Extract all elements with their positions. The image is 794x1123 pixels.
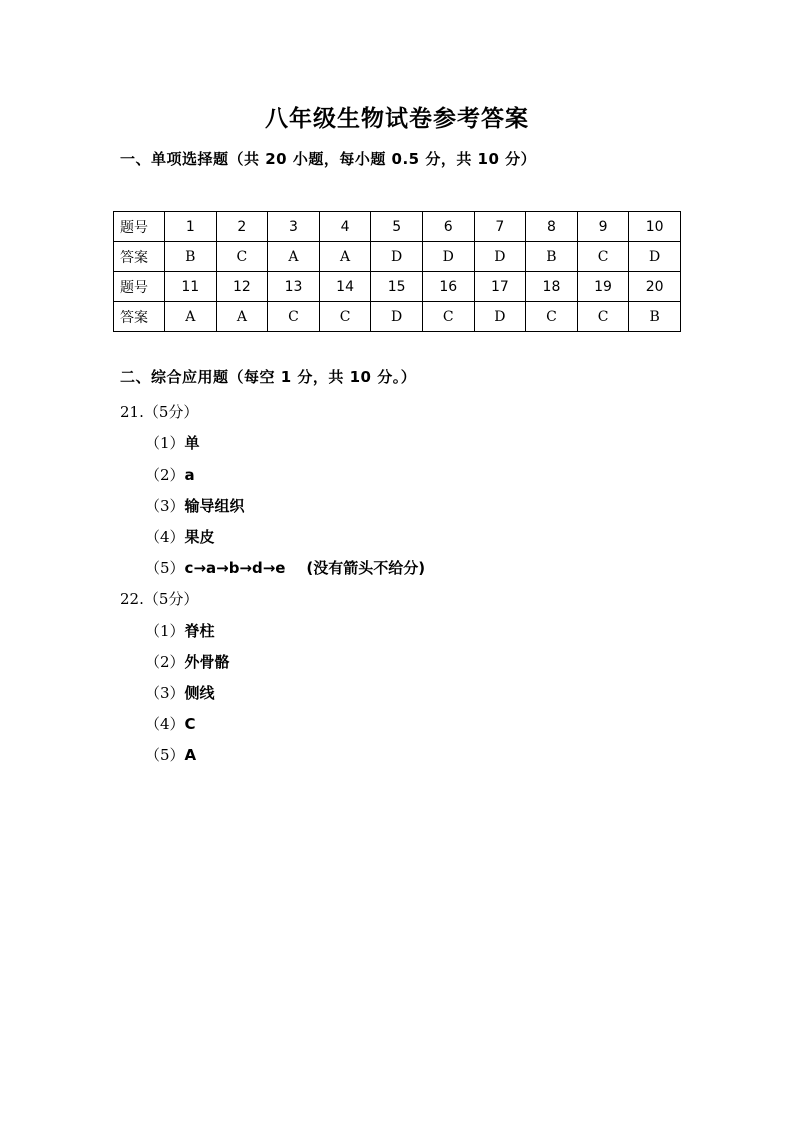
- section-2-heading: 二、综合应用题（每空 1 分，共 10 分。）: [120, 368, 417, 386]
- answer-line: [145, 682, 215, 703]
- answer-letter: D: [371, 242, 423, 272]
- answer-index: （3）: [145, 684, 185, 702]
- question-number: 8: [526, 212, 578, 242]
- answer-index: （1）: [145, 622, 185, 640]
- question-number: 2: [216, 212, 268, 242]
- question-number: 16: [422, 272, 474, 302]
- answer-line: [145, 464, 195, 485]
- answer-index: （3）: [145, 497, 185, 515]
- answer-letter: B: [629, 302, 681, 332]
- question-number: 11: [165, 272, 217, 302]
- answer-letter: A: [319, 242, 371, 272]
- answer-line: [145, 713, 196, 734]
- answer-letter: C: [216, 242, 268, 272]
- answer-letter: C: [577, 302, 629, 332]
- answer-letter: A: [165, 302, 217, 332]
- table-row: [114, 272, 681, 302]
- answer-letter: D: [422, 242, 474, 272]
- answer-text: 侧线: [184, 684, 215, 702]
- answer-letter: D: [474, 302, 526, 332]
- answer-letter: A: [216, 302, 268, 332]
- answer-line: [145, 495, 245, 516]
- question-number: 10: [629, 212, 681, 242]
- question-number: 18: [526, 272, 578, 302]
- answer-index: （5）: [145, 746, 185, 764]
- question-22-label: 22.（5分）: [120, 590, 199, 608]
- answer-letter: C: [319, 302, 371, 332]
- answer-line: [145, 526, 215, 547]
- answer-text: 脊柱: [184, 622, 215, 640]
- question-number: 7: [474, 212, 526, 242]
- answer-text: C: [184, 715, 196, 733]
- answer-index: （5）: [145, 559, 185, 577]
- answer-text: A: [184, 746, 197, 764]
- question-number: 12: [216, 272, 268, 302]
- table-row: [114, 242, 681, 272]
- answer-table: [113, 211, 681, 332]
- answer-letter: B: [165, 242, 217, 272]
- answer-text: 单: [184, 434, 200, 452]
- answer-letter: C: [422, 302, 474, 332]
- table-row: [114, 302, 681, 332]
- answer-letter: C: [268, 302, 320, 332]
- answer-letter: A: [268, 242, 320, 272]
- question-number: 20: [629, 272, 681, 302]
- answer-letter: D: [629, 242, 681, 272]
- row-label-question: 题号: [114, 272, 165, 302]
- answer-index: （2）: [145, 653, 185, 671]
- answer-letter: B: [526, 242, 578, 272]
- answer-letter: C: [577, 242, 629, 272]
- question-number: 14: [319, 272, 371, 302]
- answer-letter: D: [474, 242, 526, 272]
- answer-line: [145, 432, 200, 453]
- answer-text: c→a→b→d→e (没有箭头不给分): [184, 559, 426, 577]
- question-number: 3: [268, 212, 320, 242]
- row-label-answer: 答案: [114, 302, 165, 332]
- question-number: 15: [371, 272, 423, 302]
- answer-text: 输导组织: [184, 497, 245, 515]
- question-number: 1: [165, 212, 217, 242]
- answer-line: [145, 651, 230, 672]
- answer-line: [145, 620, 215, 641]
- answer-letter: D: [371, 302, 423, 332]
- question-number: 6: [422, 212, 474, 242]
- answer-line: [145, 557, 425, 578]
- answer-text: 果皮: [184, 528, 215, 546]
- question-number: 5: [371, 212, 423, 242]
- row-label-question: 题号: [114, 212, 165, 242]
- answer-index: （2）: [145, 466, 185, 484]
- section-1-heading: 一、单项选择题（共 20 小题，每小题 0.5 分，共 10 分）: [120, 150, 537, 168]
- page-title: 八年级生物试卷参考答案: [265, 106, 529, 132]
- question-number: 19: [577, 272, 629, 302]
- answer-index: （1）: [145, 434, 185, 452]
- question-number: 9: [577, 212, 629, 242]
- table-row: [114, 212, 681, 242]
- answer-text: 外骨骼: [184, 653, 230, 671]
- question-number: 4: [319, 212, 371, 242]
- question-number: 17: [474, 272, 526, 302]
- answer-text: a: [184, 466, 195, 484]
- question-number: 13: [268, 272, 320, 302]
- answer-index: （4）: [145, 715, 185, 733]
- question-21-label: 21.（5分）: [120, 403, 199, 421]
- row-label-answer: 答案: [114, 242, 165, 272]
- answer-letter: C: [526, 302, 578, 332]
- answer-index: （4）: [145, 528, 185, 546]
- answer-line: [145, 744, 196, 765]
